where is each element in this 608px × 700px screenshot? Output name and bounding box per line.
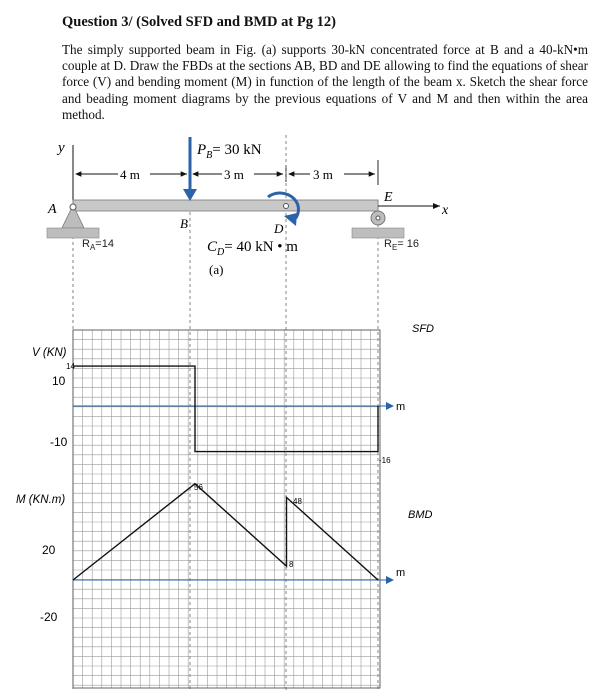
question-title: Question 3/ (Solved SFD and BMD at Pg 12) <box>62 14 336 30</box>
sfd-axis-label: V (KN) <box>32 347 67 359</box>
dim-de-label: 3 m <box>313 167 333 182</box>
bmd-axis-label: M (KN.m) <box>16 494 66 506</box>
point-d-label: D <box>274 221 284 236</box>
graph-paper-grid <box>73 330 380 688</box>
point-b-label: B <box>180 216 188 231</box>
point-a-label: A <box>48 202 57 217</box>
sfd-x-axis-arrowhead <box>386 402 394 410</box>
bmd-title: BMD <box>408 509 433 521</box>
beam <box>73 200 378 211</box>
beam-figure <box>47 135 449 690</box>
sfd-unit: m <box>396 401 406 413</box>
couple-pin <box>284 204 289 209</box>
dim-ab-label: 4 m <box>120 167 140 182</box>
bmd-note-d-top: 48 <box>293 497 302 506</box>
y-axis-label: y <box>58 140 65 156</box>
sfd-tick-neg: -10 <box>50 435 68 449</box>
force-pb-label: $P_B= 30$ kN <box>197 142 262 161</box>
reaction-a-note: $R_A=14$ <box>82 238 114 252</box>
sfd-tick-pos: 10 <box>52 374 66 388</box>
bmd-tick-neg: -20 <box>40 610 58 624</box>
x-axis-label: x <box>442 203 449 218</box>
figure-caption: (a) <box>209 262 224 277</box>
point-e-label: E <box>384 190 393 205</box>
bmd-tick-pos: 20 <box>42 543 56 557</box>
bmd-note-b: 56 <box>194 483 203 492</box>
support-e <box>352 211 404 238</box>
bmd-x-axis-arrowhead <box>386 576 394 584</box>
reaction-e-note: $R_E= 16$ <box>384 238 420 252</box>
sfd-title: SFD <box>412 323 434 335</box>
question-body: The simply supported beam in Fig. (a) supports 30-kN concentrated force at B and a 40-kN•m couple at D. Draw the FBDs at the sections AB, BD and DE allowing to find the equations of shear force (V) and bending moment (M) in function of the length of the beam x. Sketch the shear force and beading moment diagrams by the previous equations of V and M and then within the area method. <box>62 42 588 122</box>
dim-bd-label: 3 m <box>224 167 244 182</box>
couple-cd-label: $C_D= 40$ kN • m <box>207 239 298 258</box>
sfd-note-end: -16 <box>379 456 391 465</box>
force-pb-arrowhead <box>183 189 197 201</box>
bmd-note-d-bottom: 8 <box>289 560 294 569</box>
sfd-note-start: 14 <box>66 362 75 371</box>
bmd-unit: m <box>396 567 406 579</box>
